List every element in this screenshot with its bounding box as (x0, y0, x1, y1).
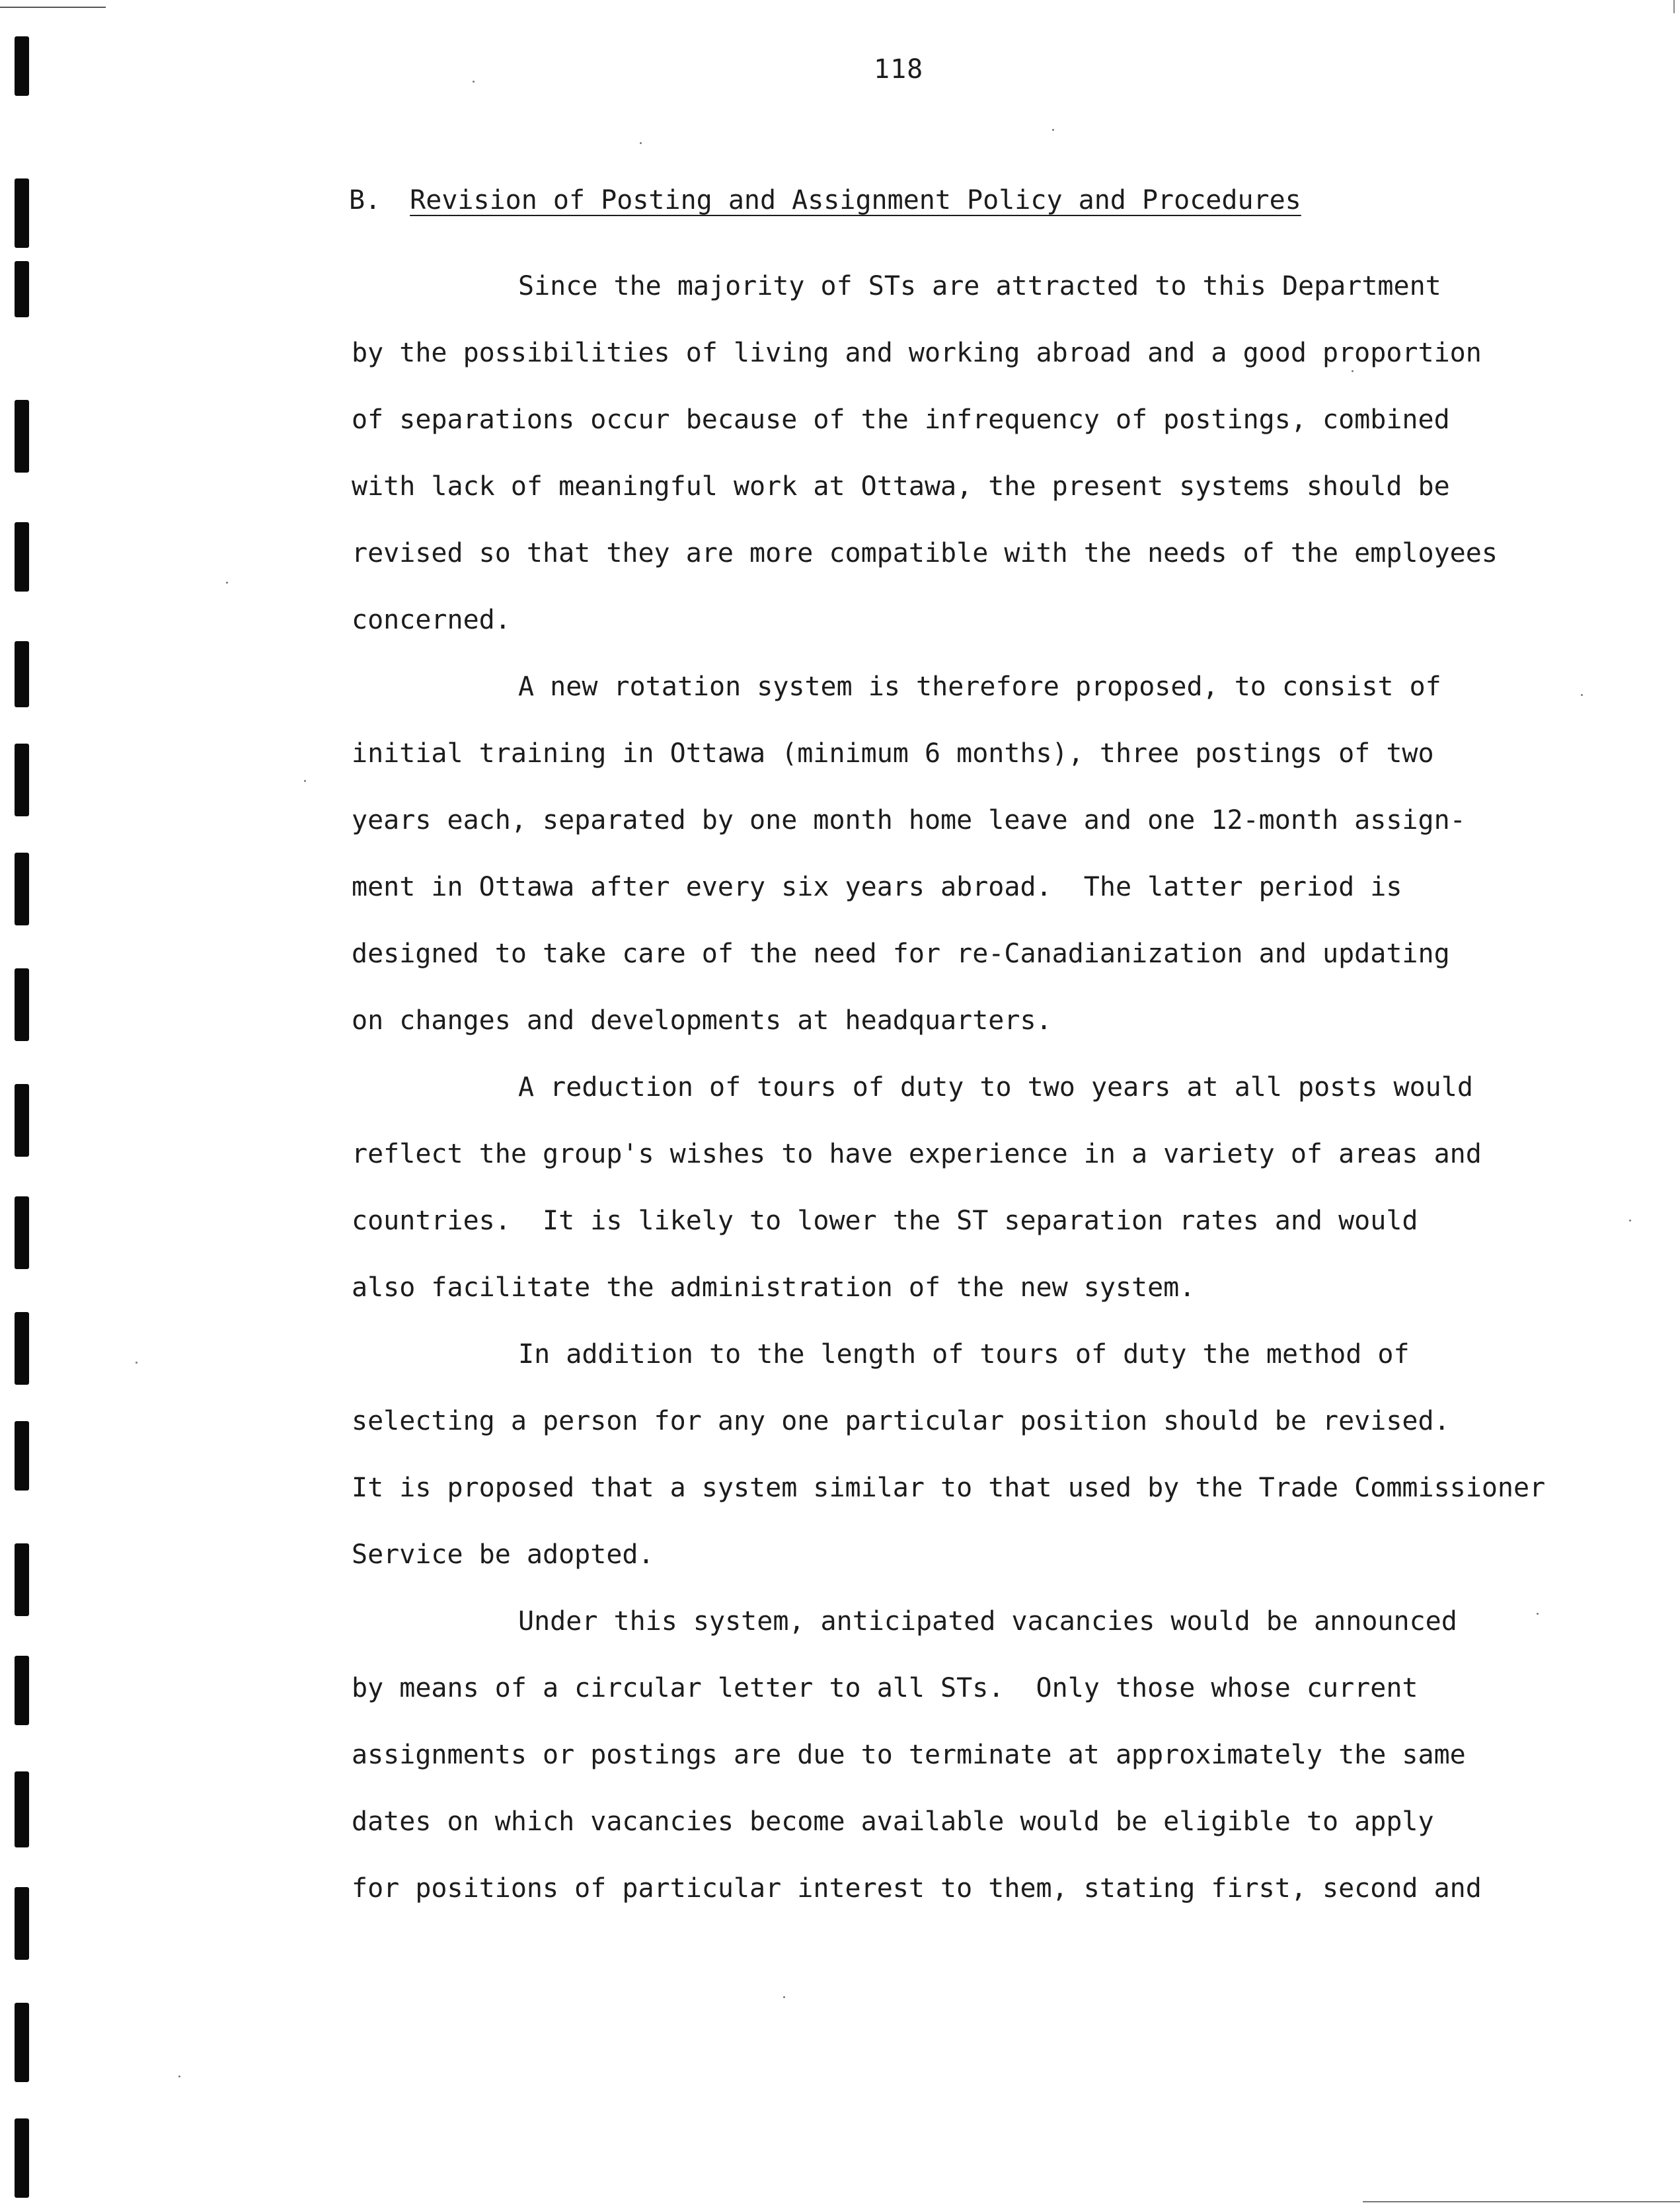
binder-hole (15, 1771, 29, 1847)
section-label: B. (349, 185, 381, 215)
binder-hole (15, 36, 29, 96)
binder-hole (15, 1421, 29, 1491)
paragraph-first-line: Since the majority of STs are attracted to this Department (518, 271, 1441, 301)
text-line: Service be adopted. (352, 1539, 654, 1570)
text-line: selecting a person for any one particular position should be revised. (352, 1406, 1450, 1436)
scan-speck (135, 1362, 137, 1364)
paragraph-first-line: In addition to the length of tours of duty the method of (518, 1339, 1410, 1370)
scan-edge-rule-bottom (1363, 2201, 1680, 2202)
text-line: It is proposed that a system similar to that used by the Trade Commissioner (352, 1473, 1546, 1503)
text-line: with lack of meaningful work at Ottawa, the present systems should be (352, 471, 1450, 502)
binder-hole (15, 641, 29, 707)
text-line: dates on which vacancies become available would be eligible to apply (352, 1806, 1434, 1837)
text-line: by the possibilities of living and working abroad and a good proportion (352, 338, 1482, 368)
scan-speck (473, 81, 475, 83)
body-text (352, 253, 1627, 1922)
binder-hole (15, 1887, 29, 1960)
text-line: on changes and developments at headquarters. (352, 1005, 1052, 1036)
binder-hole (15, 1084, 29, 1157)
binder-hole (15, 744, 29, 816)
binder-hole (15, 2118, 29, 2198)
text-line: assignments or postings are due to terminate at approximately the same (352, 1740, 1466, 1770)
binder-hole (15, 178, 29, 248)
text-line: by means of a circular letter to all STs. Only those whose current (352, 1673, 1418, 1703)
binder-hole (15, 1656, 29, 1725)
binder-hole (15, 1312, 29, 1385)
text-line: initial training in Ottawa (minimum 6 months), three postings of two (352, 738, 1434, 769)
text-line: revised so that they are more compatible with the needs of the employees (352, 538, 1498, 568)
section-heading (349, 185, 1301, 215)
binder-hole (15, 853, 29, 925)
scan-speck (178, 2075, 180, 2077)
section-title: Revision of Posting and Assignment Policy and Procedures (410, 185, 1301, 215)
scan-speck (783, 1996, 785, 1998)
text-line: designed to take care of the need for re-Canadianization and updating (352, 939, 1450, 969)
binder-hole (15, 400, 29, 473)
scan-speck (1629, 1220, 1631, 1221)
binder-hole (15, 261, 29, 317)
scan-speck (226, 582, 228, 584)
text-line: for positions of particular interest to them, stating first, second and (352, 1873, 1482, 1904)
paragraph-first-line: A new rotation system is therefore proposed, to consist of (518, 672, 1441, 702)
binder-hole (15, 1543, 29, 1616)
text-line: concerned. (352, 605, 511, 635)
text-line: countries. It is likely to lower the ST separation rates and would (352, 1206, 1418, 1236)
binder-hole (15, 968, 29, 1041)
page-number: 118 (874, 54, 924, 85)
paragraph-first-line: Under this system, anticipated vacancies would be announced (518, 1606, 1457, 1637)
scan-edge-rule (0, 7, 106, 8)
binder-hole (15, 2003, 29, 2082)
scan-speck (1052, 129, 1054, 131)
text-line: years each, separated by one month home leave and one 12-month assign- (352, 805, 1466, 835)
text-line: reflect the group's wishes to have experience in a variety of areas and (352, 1139, 1482, 1169)
paragraph-first-line: A reduction of tours of duty to two years at all posts would (518, 1072, 1473, 1103)
binder-hole (15, 522, 29, 592)
binder-hole (15, 1196, 29, 1269)
text-line: ment in Ottawa after every six years abroad. The latter period is (352, 872, 1402, 902)
text-line: of separations occur because of the infrequency of postings, combined (352, 405, 1450, 435)
scan-speck (304, 780, 306, 782)
text-line: also facilitate the administration of the new system. (352, 1272, 1196, 1303)
scan-edge-mark (1673, 0, 1675, 13)
scan-speck (640, 142, 642, 144)
